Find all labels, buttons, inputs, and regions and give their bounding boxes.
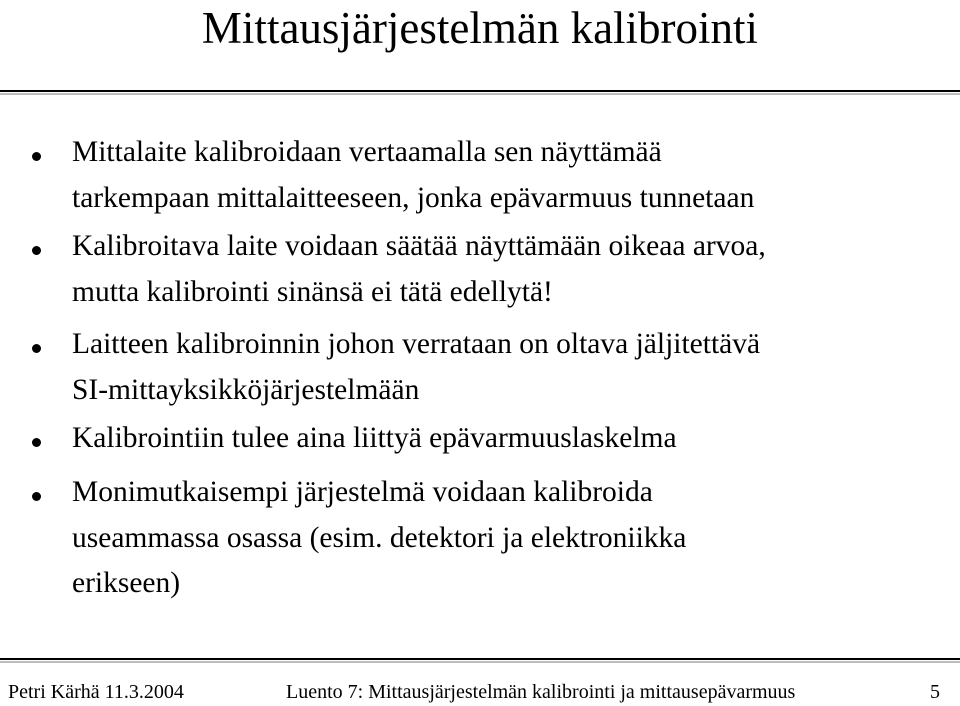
bullet-line: tarkempaan mittalaitteeseen, jonka epävarmuus tunnetaan <box>72 181 755 214</box>
bullet-text <box>72 130 942 221</box>
bullet-text <box>72 470 942 607</box>
footer-divider <box>0 658 960 660</box>
bullet-line: mutta kalibrointi sinänsä ei tätä edellytä! <box>72 275 553 308</box>
bullet-line: Monimutkaisempi järjestelmä voidaan kalibroida <box>72 476 653 508</box>
slide-title: Mittausjärjestelmän kalibrointi <box>201 3 759 53</box>
bullet-dot <box>32 492 41 501</box>
footer-author-date: Petri Kärhä 11.3.2004 <box>8 681 184 703</box>
bullet-dot <box>32 344 41 353</box>
bullet-text <box>72 322 942 413</box>
bullet-dot <box>32 152 41 161</box>
bullet-line: Kalibroitava laite voidaan säätää näyttämään oikeaa arvoa, <box>72 230 766 262</box>
bullet-text <box>72 224 942 315</box>
bullet-line: erikseen) <box>72 567 181 599</box>
bullet-text <box>72 416 942 462</box>
bullet-line: useammassa osassa (esim. detektori ja elektroniikka <box>72 521 687 554</box>
footer-page-number: 5 <box>930 681 940 703</box>
bullet-line: Mittalaite kalibroidaan vertaamalla sen näyttämää <box>72 136 662 168</box>
bullet-dot <box>32 246 41 255</box>
bullet-line: Laitteen kalibroinnin johon verrataan on oltava jäljitettävä <box>72 328 761 360</box>
footer-lecture-title: Luento 7: Mittausjärjestelmän kalibrointi ja mittausepävarmuus <box>286 681 796 703</box>
bullet-line: Kalibrointiin tulee aina liittyä epävarmuuslaskelma <box>72 422 677 454</box>
bullet-dot <box>32 438 41 447</box>
bullet-line: SI-mittayksikköjärjestelmään <box>72 373 420 406</box>
